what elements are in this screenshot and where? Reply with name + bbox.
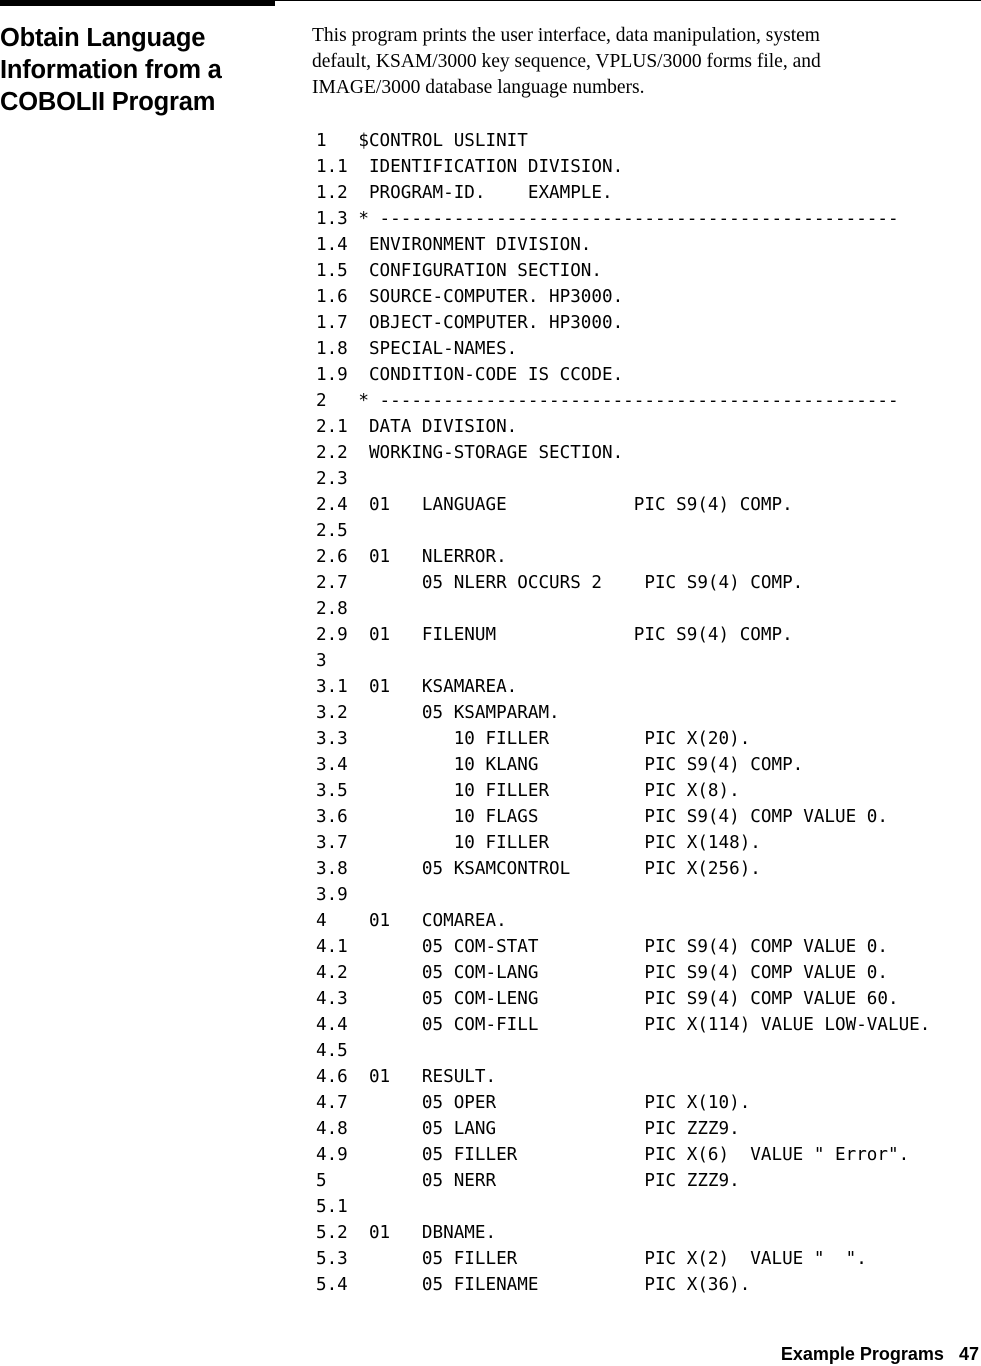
code-line: 3.7 10 FILLER PIC X(148). <box>316 833 761 853</box>
code-line: 2.6 01 NLERROR. <box>316 547 507 567</box>
code-line: 1.7 OBJECT-COMPUTER. HP3000. <box>316 313 624 333</box>
heading-rule-thick <box>0 0 275 6</box>
code-line: 3.8 05 KSAMCONTROL PIC X(256). <box>316 859 761 879</box>
heading-rule-thin <box>275 0 981 1</box>
code-line: 2.8 <box>316 599 348 619</box>
code-line: 4.2 05 COM-LANG PIC S9(4) COMP VALUE 0. <box>316 963 888 983</box>
code-line: 3.6 10 FLAGS PIC S9(4) COMP VALUE 0. <box>316 807 888 827</box>
footer-section-title: Example Programs <box>780 1344 944 1364</box>
code-line: 2.5 <box>316 521 348 541</box>
code-line: 5.1 <box>316 1197 348 1217</box>
code-line: 1.8 SPECIAL-NAMES. <box>316 339 518 359</box>
code-line: 1.9 CONDITION-CODE IS CCODE. <box>316 365 624 385</box>
page-footer <box>781 1344 979 1365</box>
code-line: 3.3 10 FILLER PIC X(20). <box>316 729 751 749</box>
intro-line: IMAGE/3000 database language numbers. <box>312 77 645 98</box>
code-line: 5 05 NERR PIC ZZZ9. <box>316 1171 740 1191</box>
code-line: 5.4 05 FILENAME PIC X(36). <box>316 1275 751 1295</box>
code-listing <box>316 128 981 1298</box>
code-line: 1.4 ENVIRONMENT DIVISION. <box>316 235 592 255</box>
code-line: 3.5 10 FILLER PIC X(8). <box>316 781 740 801</box>
code-line: 4.9 05 FILLER PIC X(6) VALUE " Error". <box>316 1145 910 1165</box>
code-line: 2.1 DATA DIVISION. <box>316 417 518 437</box>
code-line: 4.3 05 COM-LENG PIC S9(4) COMP VALUE 60. <box>316 989 899 1009</box>
code-line: 4.4 05 COM-FILL PIC X(114) VALUE LOW-VALUE. <box>316 1015 931 1035</box>
heading-line: COBOLII Program <box>0 88 216 116</box>
code-line: 1.3 * ------------------------------------------------- <box>316 209 899 229</box>
code-line: 4 01 COMAREA. <box>316 911 507 931</box>
intro-paragraph <box>312 23 972 101</box>
code-line: 4.1 05 COM-STAT PIC S9(4) COMP VALUE 0. <box>316 937 888 957</box>
code-line: 4.5 <box>316 1041 348 1061</box>
intro-line: This program prints the user interface, data manipulation, system <box>312 25 820 46</box>
code-line: 2.2 WORKING-STORAGE SECTION. <box>316 443 624 463</box>
code-line: 2.7 05 NLERR OCCURS 2 PIC S9(4) COMP. <box>316 573 804 593</box>
code-line: 5.3 05 FILLER PIC X(2) VALUE " ". <box>316 1249 867 1269</box>
intro-line: default, KSAM/3000 key sequence, VPLUS/3000 forms file, and <box>312 51 821 72</box>
code-line: 4.8 05 LANG PIC ZZZ9. <box>316 1119 740 1139</box>
heading-line: Information from a <box>0 56 222 84</box>
code-line: 3 <box>316 651 327 671</box>
section-heading <box>0 22 270 118</box>
code-line: 3.2 05 KSAMPARAM. <box>316 703 560 723</box>
heading-line: Obtain Language <box>0 24 206 52</box>
code-line: 2.4 01 LANGUAGE PIC S9(4) COMP. <box>316 495 793 515</box>
code-line: 3.9 <box>316 885 348 905</box>
code-line: 2 * ------------------------------------------------- <box>316 391 899 411</box>
code-line: 4.6 01 RESULT. <box>316 1067 497 1087</box>
code-line: 2.3 <box>316 469 348 489</box>
code-line: 4.7 05 OPER PIC X(10). <box>316 1093 751 1113</box>
code-line: 1.6 SOURCE-COMPUTER. HP3000. <box>316 287 624 307</box>
code-line: 3.1 01 KSAMAREA. <box>316 677 518 697</box>
code-line: 1.2 PROGRAM-ID. EXAMPLE. <box>316 183 613 203</box>
code-line: 1.5 CONFIGURATION SECTION. <box>316 261 602 281</box>
code-line: 1.1 IDENTIFICATION DIVISION. <box>316 157 624 177</box>
code-line: 2.9 01 FILENUM PIC S9(4) COMP. <box>316 625 793 645</box>
page-number: 47 <box>958 1344 979 1364</box>
code-line: 1 $CONTROL USLINIT <box>316 131 528 151</box>
code-line: 3.4 10 KLANG PIC S9(4) COMP. <box>316 755 804 775</box>
code-line: 5.2 01 DBNAME. <box>316 1223 497 1243</box>
